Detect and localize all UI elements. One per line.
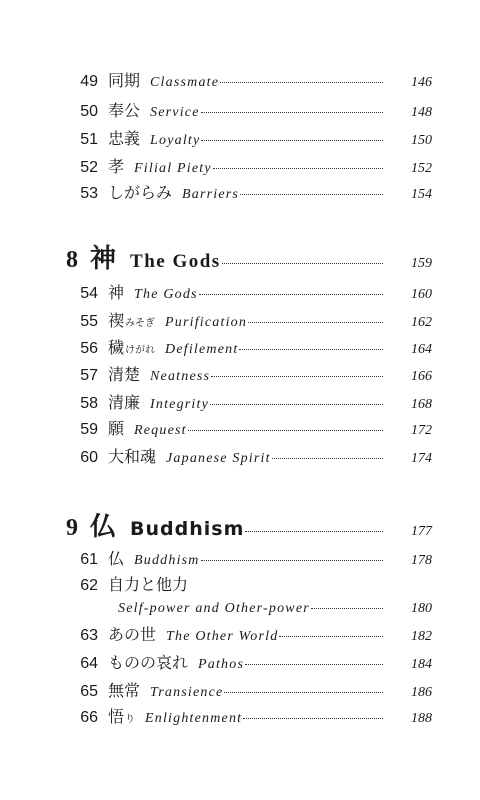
dot-leader [279,636,383,637]
entry-page: 174 [411,451,432,466]
entry-japanese: 清廉 [108,393,141,412]
entry-japanese: 神 [108,283,125,302]
entry-english: Enlightenment [145,711,243,726]
dot-leader [220,82,383,83]
entry-number: 50 [80,103,98,120]
entry-english: Defilement [165,342,239,357]
entry-english: Filial Piety [134,161,212,176]
entry-number: 54 [80,285,98,302]
entry-number: 65 [80,683,98,700]
toc-entry-66[interactable] [0,704,480,727]
toc-entry-56[interactable] [0,335,480,358]
entry-english: Classmate [150,75,220,90]
entry-page: 162 [411,315,432,330]
entry-japanese: ものの哀れ [108,653,189,672]
entry-japanese: 同期 [108,71,141,90]
entry-number: 61 [80,551,98,568]
chapter-number: 9 [66,515,78,541]
chapter-page: 177 [411,524,432,539]
entry-english: Purification [165,315,248,330]
dot-leader [188,430,383,431]
entry-english: Service [150,105,200,120]
entry-reading: けがれ [125,345,156,356]
entry-page: 152 [411,161,432,176]
entry-page: 186 [411,685,432,700]
entry-number: 57 [80,367,98,384]
entry-english: Self-power and Other-power [118,601,310,616]
entry-page: 146 [411,75,432,90]
toc-entry-54[interactable] [0,280,480,303]
entry-number: 53 [80,185,98,202]
entry-page: 168 [411,397,432,412]
entry-page: 182 [411,629,432,644]
entry-english: Buddhism [134,553,200,568]
dot-leader [213,168,383,169]
entry-number: 49 [80,73,98,90]
dot-leader [245,664,383,665]
entry-japanese: 自力と他力 [108,575,189,594]
toc-entry-53[interactable] [0,180,480,203]
entry-page: 164 [411,342,432,357]
entry-english: Request [134,423,187,438]
toc-entry-50[interactable] [0,98,480,121]
entry-japanese: 禊 [108,311,125,330]
chapter-number: 8 [66,247,78,273]
entry-english: The Other World [166,629,279,644]
chapter-heading-9[interactable] [0,506,480,543]
dot-leader [245,531,383,532]
dot-leader [248,322,383,323]
entry-page: 180 [411,601,432,616]
entry-japanese: 孝 [108,157,125,176]
toc-entry-62[interactable] [0,572,480,617]
chapter-heading-8[interactable] [0,238,480,275]
entry-number: 55 [80,313,98,330]
dot-leader [239,349,383,350]
toc-entry-58[interactable] [0,390,480,413]
dot-leader [211,376,383,377]
toc-entry-57[interactable] [0,362,480,385]
entry-japanese: 清楚 [108,365,141,384]
entry-english: Neatness [150,369,211,384]
entry-page: 188 [411,711,432,726]
entry-japanese: 大和魂 [108,447,157,466]
entry-number: 66 [80,709,98,726]
dot-leader [311,608,383,609]
entry-japanese: あの世 [108,625,157,644]
entry-number: 56 [80,340,98,357]
entry-number: 58 [80,395,98,412]
entry-english: Pathos [198,657,245,672]
entry-number: 52 [80,159,98,176]
entry-english: Transience [150,685,224,700]
dot-leader [199,294,383,295]
entry-page: 148 [411,105,432,120]
entry-number: 60 [80,449,98,466]
chapter-english: The Gods [130,251,221,272]
entry-english: Integrity [150,397,210,412]
chapter-japanese: 神 [90,244,117,274]
toc-entry-65[interactable] [0,678,480,701]
toc-entry-61[interactable] [0,546,480,569]
entry-japanese: 仏 [108,549,125,568]
dot-leader [222,263,383,264]
entry-number: 59 [80,421,98,438]
toc-entry-64[interactable] [0,650,480,673]
toc-entry-60[interactable] [0,444,480,467]
dot-leader [243,718,383,719]
entry-number: 64 [80,655,98,672]
toc-entry-49[interactable] [0,68,480,91]
entry-reading: みそぎ [125,318,156,329]
toc-entry-55[interactable] [0,308,480,331]
entry-japanese: しがらみ [108,183,173,202]
entry-number: 63 [80,627,98,644]
entry-number: 51 [80,131,98,148]
entry-page: 184 [411,657,432,672]
dot-leader [201,140,383,141]
chapter-page: 159 [411,256,432,271]
entry-japanese: 願 [108,419,125,438]
chapter-japanese: 仏 [90,512,117,542]
toc-entry-59[interactable] [0,416,480,439]
entry-japanese: 無常 [108,681,141,700]
dot-leader [201,112,383,113]
entry-english: Barriers [182,187,240,202]
entry-english: Loyalty [150,133,201,148]
toc-entry-51[interactable] [0,126,480,149]
entry-japanese: 悟 [108,707,125,726]
entry-japanese: 忠義 [108,129,141,148]
entry-page: 160 [411,287,432,302]
entry-page: 150 [411,133,432,148]
entry-reading: り [125,714,136,725]
chapter-english: Buddhism [130,518,245,540]
dot-leader [240,194,383,195]
entry-page: 172 [411,423,432,438]
dot-leader [224,692,383,693]
entry-english: The Gods [134,287,198,302]
entry-page: 166 [411,369,432,384]
entry-page: 154 [411,187,432,202]
entry-number: 62 [80,577,98,594]
toc-entry-63[interactable] [0,622,480,645]
entry-page: 178 [411,553,432,568]
entry-japanese: 穢 [108,338,125,357]
entry-japanese: 奉公 [108,101,141,120]
dot-leader [272,458,383,459]
toc-entry-52[interactable] [0,154,480,177]
entry-english: Japanese Spirit [166,451,271,466]
dot-leader [210,404,383,405]
dot-leader [201,560,383,561]
